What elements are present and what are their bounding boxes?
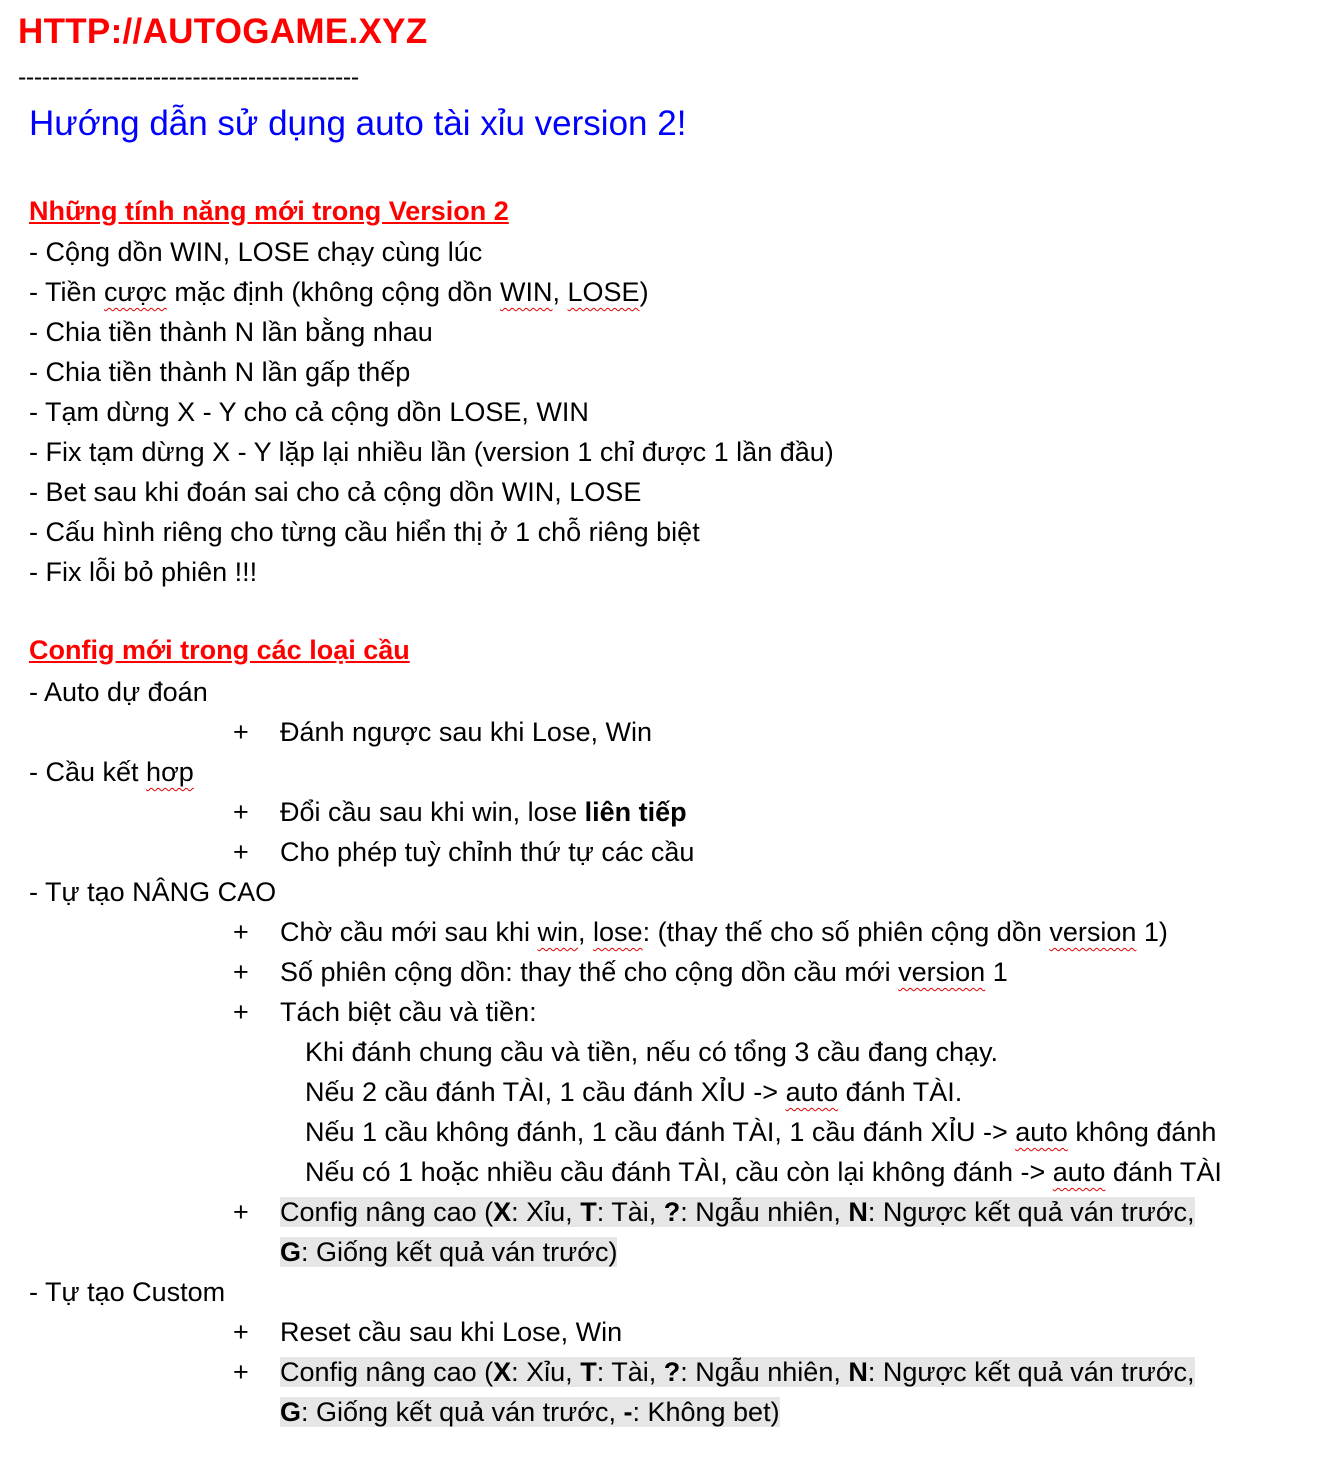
feature-item: - Fix tạm dừng X - Y lặp lại nhiều lần (version 1 chỉ được 1 lần đầu) bbox=[29, 437, 834, 467]
feature-item bbox=[29, 274, 649, 310]
feature-item: - Tạm dừng X - Y cho cả cộng dồn LOSE, WIN bbox=[29, 397, 589, 427]
page-title: Hướng dẫn sử dụng auto tài xỉu version 2! bbox=[29, 104, 687, 143]
nang-cao-sub: + Chờ cầu mới sau khi win, lose: (thay thế cho số phiên cộng dồn version 1) bbox=[233, 917, 1168, 947]
cau-ket-hop-label: - Cầu kết hơp bbox=[29, 757, 194, 787]
nang-cao-paragraph: Nếu có 1 hoặc nhiều cầu đánh TÀI, cầu còn lại không đánh -> auto đánh TÀI bbox=[305, 1157, 1222, 1187]
divider-line: ------------------------------------------- bbox=[18, 63, 359, 91]
feature-item: - Fix lỗi bỏ phiên !!! bbox=[29, 557, 258, 587]
auto-du-doan-sub: + Đánh ngược sau khi Lose, Win bbox=[233, 717, 652, 747]
nang-cao-paragraph: Nếu 2 cầu đánh TÀI, 1 cầu đánh XỈU -> auto đánh TÀI. bbox=[305, 1077, 963, 1107]
nang-cao-paragraph: Nếu 1 cầu không đánh, 1 cầu đánh TÀI, 1 cầu đánh XỈU -> auto không đánh bbox=[305, 1117, 1217, 1147]
config-heading: Config mới trong các loại cầu bbox=[29, 635, 410, 665]
custom-config: + Config nâng cao (X: Xỉu, T: Tài, ?: Ngẫu nhiên, N: Ngược kết quả ván trước, bbox=[233, 1357, 1195, 1387]
cau-ket-hop-sub: + Cho phép tuỳ chỉnh thứ tự các cầu bbox=[233, 837, 695, 867]
site-link[interactable]: HTTP://AUTOGAME.XYZ bbox=[18, 12, 428, 51]
nang-cao-sub: + Số phiên cộng dồn: thay thế cho cộng dồn cầu mới version 1 bbox=[233, 957, 1008, 987]
feature-item: - Cộng dồn WIN, LOSE chạy cùng lúc bbox=[29, 237, 483, 267]
auto-du-doan-label: - Auto dự đoán bbox=[29, 677, 208, 707]
cau-ket-hop-sub: + Đổi cầu sau khi win, lose liên tiếp bbox=[233, 797, 687, 827]
nang-cao-config-cont: G: Giống kết quả ván trước) bbox=[280, 1237, 618, 1267]
nang-cao-label: - Tự tạo NÂNG CAO bbox=[29, 877, 277, 907]
feature-text: - Tiền cược mặc định (không cộng dồn WIN, LOSE) bbox=[29, 277, 649, 307]
feature-item: - Chia tiền thành N lần bằng nhau bbox=[29, 317, 433, 347]
feature-item: - Chia tiền thành N lần gấp thếp bbox=[29, 357, 411, 387]
custom-label: - Tự tạo Custom bbox=[29, 1277, 226, 1307]
nang-cao-sub: + Tách biệt cầu và tiền: bbox=[233, 997, 537, 1027]
features-heading: Những tính năng mới trong Version 2 bbox=[29, 196, 509, 226]
nang-cao-config: + Config nâng cao (X: Xỉu, T: Tài, ?: Ngẫu nhiên, N: Ngược kết quả ván trước, bbox=[233, 1197, 1195, 1227]
custom-sub: + Reset cầu sau khi Lose, Win bbox=[233, 1317, 623, 1347]
feature-item: - Cấu hình riêng cho từng cầu hiển thị ở 1 chỗ riêng biệt bbox=[29, 517, 700, 547]
custom-config-cont: G: Giống kết quả ván trước, -: Không bet) bbox=[280, 1397, 780, 1427]
feature-item: - Bet sau khi đoán sai cho cả cộng dồn WIN, LOSE bbox=[29, 477, 642, 507]
nang-cao-paragraph: Khi đánh chung cầu và tiền, nếu có tổng 3 cầu đang chạy. bbox=[305, 1037, 999, 1067]
